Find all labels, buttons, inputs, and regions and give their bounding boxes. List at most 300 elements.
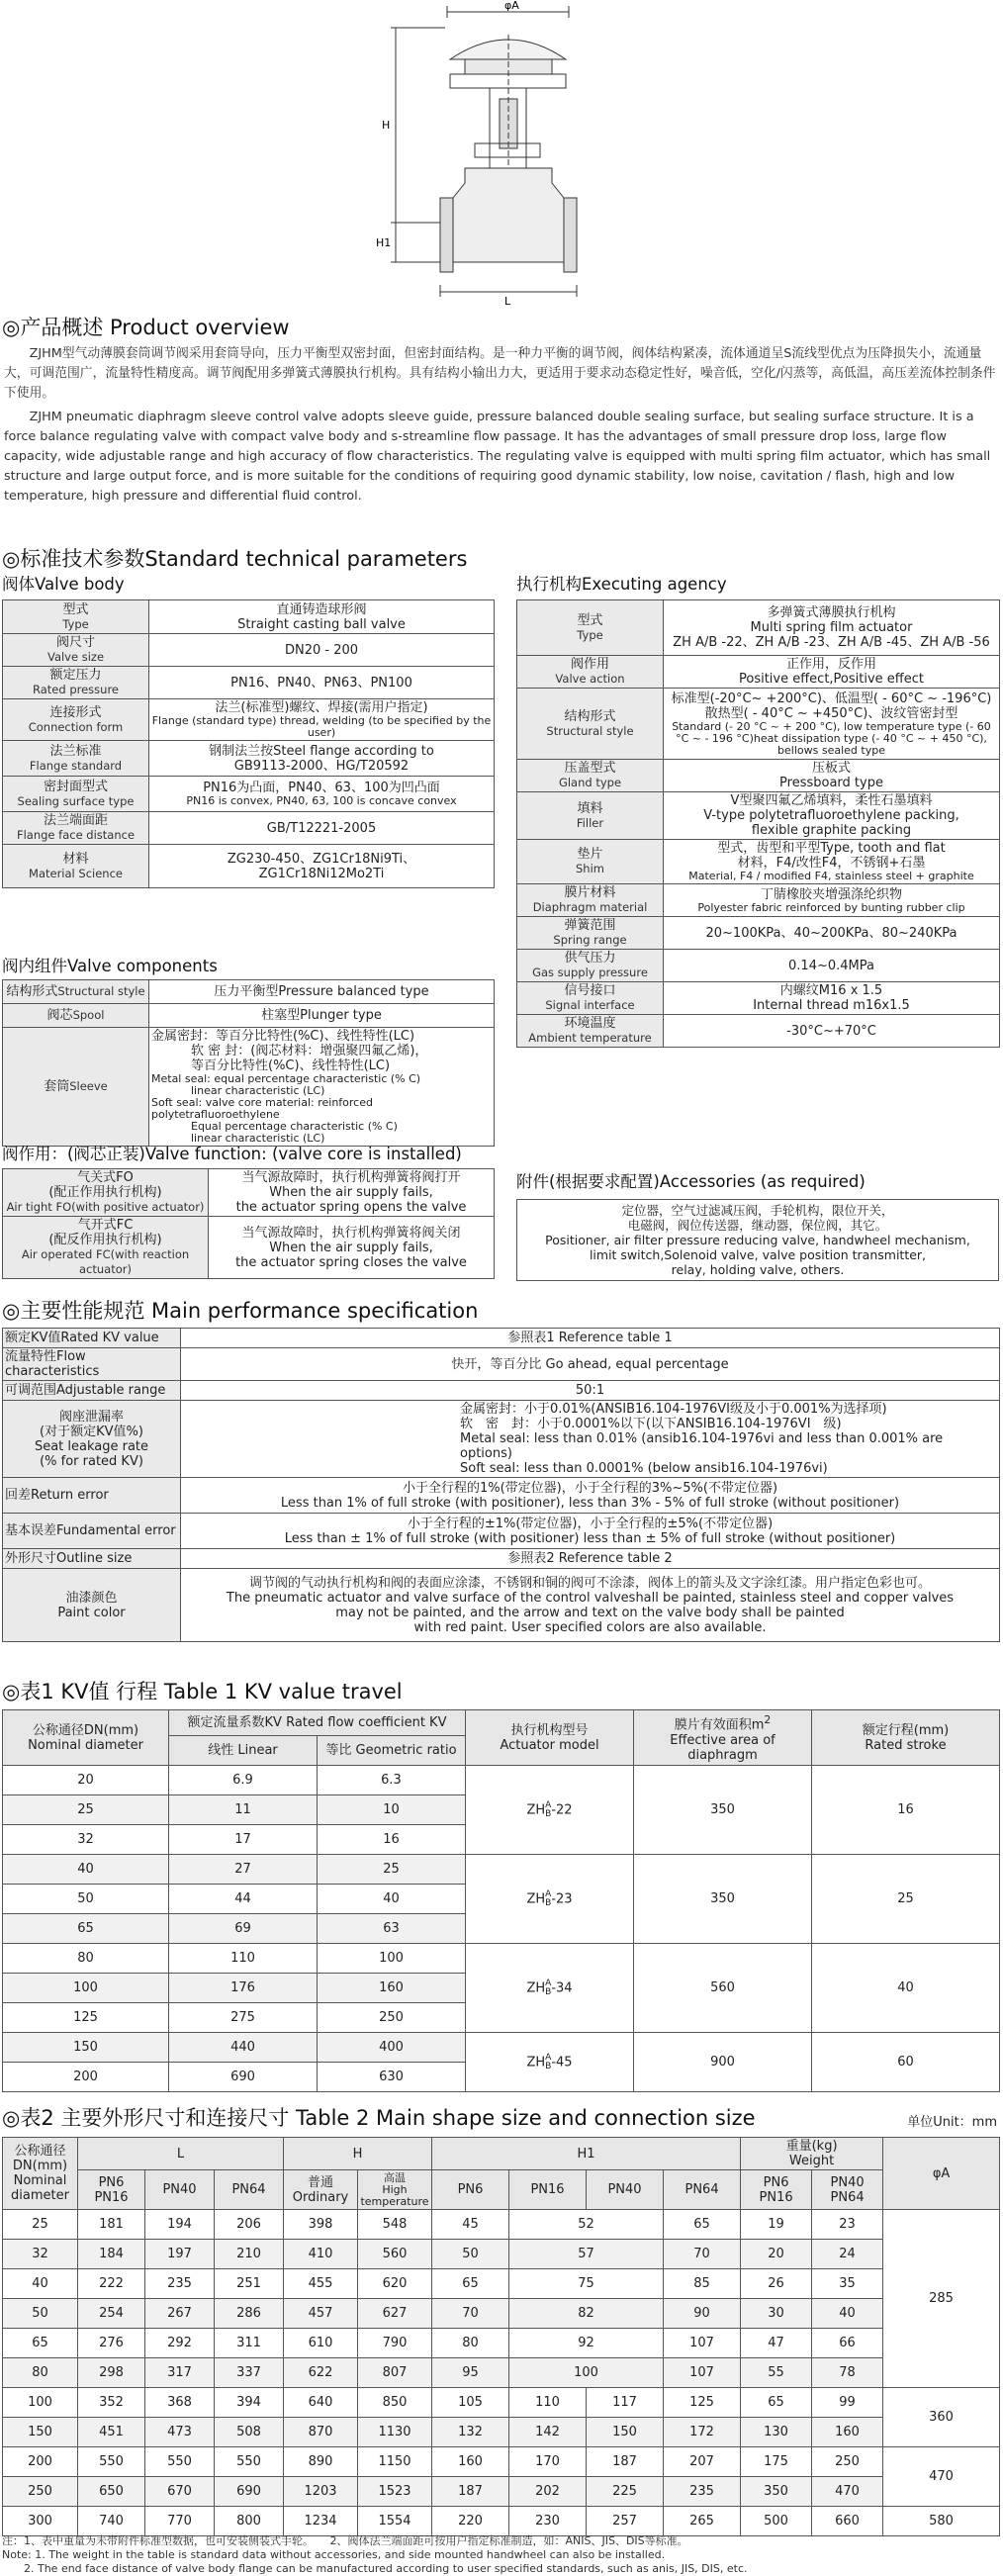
table1-cell: 63 — [318, 1914, 466, 1944]
table2-cell: 175 — [741, 2447, 812, 2477]
param-value-line: PN16为凸面，PN40、63、100为凹凸面 — [203, 781, 440, 795]
valve-function-row — [3, 1217, 495, 1279]
valve-function-row — [3, 1169, 495, 1217]
table1-cell: 250 — [318, 2003, 466, 2033]
ordinary-header-line: 普通 — [308, 2174, 334, 2190]
param-label-en: Sealing surface type — [17, 793, 135, 808]
pn40-header — [145, 2170, 215, 2210]
note-line: 2. The end face distance of valve body flange can be manufactured according to user specified standards, such as anis, JIS, DIS, etc. — [2, 2562, 748, 2575]
param-value-line: 内螺纹M16 x 1.5 — [779, 983, 883, 998]
executing-agency-table — [516, 599, 1000, 1048]
performance-row — [3, 1549, 1000, 1569]
performance-label-line: 基本误差Fundamental error — [5, 1523, 176, 1538]
table2-cell: 85 — [664, 2269, 741, 2299]
table2-cell: 470 — [812, 2477, 883, 2507]
performance-label-line: 阀座泄漏率 — [58, 1409, 124, 1425]
param-label — [3, 667, 149, 699]
h1-pn16-40-cell: 57 — [509, 2240, 664, 2269]
table2-cell: 55 — [741, 2358, 812, 2388]
table1-cell: 40 — [318, 1885, 466, 1914]
param-value — [149, 667, 495, 699]
param-label — [3, 1028, 149, 1147]
table2-cell: 620 — [358, 2269, 432, 2299]
param-value-line: Straight casting ball valve — [237, 616, 406, 632]
param-label — [517, 656, 664, 689]
table1-row — [3, 1855, 1000, 1885]
function-value-line: the actuator spring opens the valve — [235, 1200, 467, 1215]
param-value-line: 多弹簧式薄膜执行机构 — [767, 605, 896, 620]
phi-cell: 580 — [883, 2507, 1000, 2536]
performance-value-line: 软 密 封：小于0.0001%以下(以下ANSIB16.104-1976VI 级) — [460, 1417, 842, 1431]
valve-component-row — [3, 1004, 495, 1028]
dn-header — [3, 2138, 78, 2210]
table2-cell: 19 — [741, 2210, 812, 2240]
valve-body-row — [3, 845, 495, 888]
table1-cell: 200 — [3, 2063, 169, 2092]
param-value — [149, 634, 495, 667]
performance-table — [2, 1328, 1000, 1642]
table2-cell: 26 — [741, 2269, 812, 2299]
performance-label-line: (% for rated KV) — [40, 1453, 143, 1469]
param-label-en: Flange standard — [29, 758, 123, 773]
param-value-line: flexible graphite packing — [751, 823, 912, 838]
param-label-cn: 供气压力 — [564, 951, 616, 966]
table2-cell: 194 — [145, 2210, 215, 2240]
performance-row — [3, 1478, 1000, 1514]
executing-agency-row — [517, 656, 1000, 689]
param-value-line: 散热型( - 40°C ~ +450°C)、波纹管密封型 — [704, 705, 958, 721]
table2-cell: 550 — [215, 2447, 284, 2477]
param-label-cn: 环境温度 — [564, 1016, 616, 1031]
param-label-en: Type — [62, 616, 89, 631]
weight-pn40-64-header — [812, 2170, 883, 2210]
param-label-cn: 阀作用 — [570, 657, 609, 672]
high-temp-header-line: High — [382, 2182, 408, 2196]
table2-cell: 257 — [587, 2507, 664, 2536]
param-label — [3, 980, 149, 1004]
param-value-line: 材料，F4/改性F4，不锈钢+石墨 — [737, 856, 926, 871]
table2-cell: 187 — [432, 2477, 509, 2507]
overview-section — [0, 315, 1003, 506]
param-value-line: -30°C~+70°C — [786, 1023, 876, 1039]
param-value-line: 直通铸造球形阀 — [276, 601, 367, 617]
actuator-model-cell — [466, 1944, 634, 2033]
table2-row — [3, 2477, 1000, 2507]
valve-body-row — [3, 699, 495, 741]
param-value — [664, 656, 1000, 689]
area-cell: 560 — [634, 1944, 812, 2033]
pn64-header — [215, 2170, 284, 2210]
param-label — [517, 950, 664, 982]
h1-label: H1 — [376, 236, 392, 249]
param-value-line: Internal thread m16x1.5 — [753, 998, 910, 1013]
param-value-line: V-type polytetrafluoroethylene packing, — [703, 808, 959, 823]
table1-cell: 6.3 — [318, 1766, 466, 1795]
table2-cell: 95 — [432, 2358, 509, 2388]
valve-body-row — [3, 812, 495, 845]
param-value — [149, 777, 495, 812]
table2-cell: 235 — [664, 2477, 741, 2507]
table2-row — [3, 2269, 1000, 2299]
table1-cell: 6.9 — [169, 1766, 318, 1795]
linear-header: 线性 Linear — [169, 1736, 318, 1766]
param-label — [517, 917, 664, 950]
param-value-line: 法兰(标准型)螺纹、焊接(需用户指定) — [215, 700, 428, 715]
accessories-box — [516, 1199, 999, 1281]
table2-cell: 610 — [284, 2329, 358, 2358]
performance-label-line: 额定KV值Rated KV value — [5, 1331, 159, 1345]
performance-label — [3, 1514, 181, 1549]
param-label-cn: 结构形式 — [6, 984, 58, 999]
performance-value-line: Metal seal: less than 0.01% (ansib16.104-1976vi and less than 0.001% are options) — [460, 1431, 944, 1461]
area-sup: 2 — [764, 1713, 772, 1727]
actuator-header — [466, 1710, 634, 1766]
table1-cell: 100 — [3, 1974, 169, 2003]
performance-value-line: 调节阀的气动执行机构和阀的表面应涂漆，不锈钢和铜的阀可不涂漆，阀体上的箭头及文字涂红漆。用户指定色彩也可。 — [248, 1575, 931, 1591]
param-value-line: Multi spring film actuator — [750, 620, 913, 635]
param-value — [664, 840, 1000, 884]
performance-row — [3, 1401, 1000, 1478]
param-value-line: ZG230-450、ZG1Cr18Ni9Ti、 — [227, 851, 416, 867]
table2-cell: 350 — [741, 2477, 812, 2507]
valve-component-row — [3, 980, 495, 1004]
performance-value — [181, 1348, 1000, 1381]
pn40-header-line: PN40 — [162, 2182, 197, 2197]
valve-body-row — [3, 634, 495, 667]
valve-body-row — [3, 777, 495, 812]
l-header — [78, 2138, 284, 2170]
table2-cell: 1523 — [358, 2477, 432, 2507]
param-value — [149, 741, 495, 777]
table2-cell: 210 — [215, 2240, 284, 2269]
table2-row — [3, 2358, 1000, 2388]
dn-cell: 150 — [3, 2418, 78, 2447]
performance-row — [3, 1348, 1000, 1381]
actuator-model-ab: A B — [545, 1799, 552, 1819]
table2-cell: 80 — [432, 2329, 509, 2358]
param-label-cn: 材料 — [62, 851, 89, 867]
table2-cell: 1234 — [284, 2507, 358, 2536]
dn-cell: 80 — [3, 2358, 78, 2388]
pn64-header — [664, 2170, 741, 2210]
function-label — [3, 1169, 209, 1217]
table2-row — [3, 2299, 1000, 2329]
table2-cell: 473 — [145, 2418, 215, 2447]
performance-value-line: The pneumatic actuator and valve surface of the control valveshall be painted, stainless steel and copper valves — [226, 1590, 955, 1606]
dn-cell: 40 — [3, 2269, 78, 2299]
table1-cell: 17 — [169, 1825, 318, 1855]
table2-cell: 265 — [664, 2507, 741, 2536]
function-value — [209, 1169, 495, 1217]
stroke-header — [812, 1710, 1000, 1766]
table2-cell: 181 — [78, 2210, 145, 2240]
h1-pn16-40-cell: 100 — [509, 2358, 664, 2388]
table2-cell: 160 — [812, 2418, 883, 2447]
valve-body-row — [3, 600, 495, 634]
table2-cell: 500 — [741, 2507, 812, 2536]
executing-agency-row — [517, 1015, 1000, 1048]
param-value-line: Polyester fabric reinforced by bunting rubber clip — [697, 900, 965, 914]
table2-section — [0, 2105, 1003, 2131]
table2-cell: 206 — [215, 2210, 284, 2240]
param-value-line: Flange (standard type) thread, welding (to be specified by the user) — [151, 714, 492, 739]
pn6-header-line: PN6 — [457, 2182, 484, 2197]
table2-heading: ◎表2 主要外形尺寸和连接尺寸 Table 2 Main shape size and connection size — [2, 2106, 756, 2130]
table2-cell: 1130 — [358, 2418, 432, 2447]
table2-cell: 770 — [145, 2507, 215, 2536]
param-value — [664, 689, 1000, 760]
param-label-cn: 信号接口 — [564, 983, 616, 998]
param-value — [664, 600, 1000, 656]
phi-cell: 285 — [883, 2210, 1000, 2388]
table2-cell: 90 — [664, 2299, 741, 2329]
table2-cell: 690 — [215, 2477, 284, 2507]
phi-cell: 470 — [883, 2447, 1000, 2507]
table1-cell: 100 — [318, 1944, 466, 1974]
performance-label — [3, 1381, 181, 1401]
table2-cell: 550 — [145, 2447, 215, 2477]
param-value-line: 等百分比特性(%C)、线性特性(LC) — [191, 1058, 391, 1073]
table1-cell: 690 — [169, 2063, 318, 2092]
table1-cell: 160 — [318, 1974, 466, 2003]
table1-header-row — [3, 1710, 1000, 1736]
h1-pn16-40-cell: 52 — [509, 2210, 664, 2240]
param-value-line: Pressboard type — [779, 776, 883, 790]
param-label — [517, 689, 664, 760]
table2-cell: 807 — [358, 2358, 432, 2388]
param-value-line: GB9113-2000、HG/T20592 — [233, 758, 410, 774]
valve-body-title: 阀体Valve body — [2, 575, 125, 594]
param-label — [3, 1004, 149, 1028]
table1-section — [0, 1679, 1003, 1704]
executing-agency-row — [517, 840, 1000, 884]
performance-label — [3, 1549, 181, 1569]
perf-heading: ◎主要性能规范 Main performance specification — [2, 1299, 479, 1323]
table2-cell: 207 — [664, 2447, 741, 2477]
table1-row — [3, 1766, 1000, 1795]
table2-cell: 622 — [284, 2358, 358, 2388]
param-label-en: Structural style — [57, 984, 145, 998]
performance-value-line: Less than ± 1% of full stroke (with positioner) less than ± 5% of full stroke (without positioner) — [284, 1530, 896, 1546]
table2-cell: 337 — [215, 2358, 284, 2388]
pn64-header-line: PN64 — [231, 2182, 266, 2197]
actuator-model-ab: A B — [545, 1888, 552, 1908]
valve-body-table — [2, 599, 495, 888]
actuator-model-suffix: -34 — [551, 1980, 573, 1995]
performance-row — [3, 1381, 1000, 1401]
table2-cell: 368 — [145, 2388, 215, 2418]
function-value-line: 当气源故障时，执行机构弹簧将阀关闭 — [241, 1225, 461, 1241]
param-value-line: 标准型(-20°C~ +200°C)、低温型( - 60°C ~ -196°C) — [671, 690, 992, 706]
param-value-line: 钢制法兰按Steel flange according to — [209, 743, 434, 759]
param-label-en: Ambient temperature — [528, 1031, 652, 1045]
param-value: 压力平衡型Pressure balanced type — [149, 980, 495, 1004]
param-value-line: Equal percentage characteristic (% C) — [191, 1120, 398, 1133]
table2-cell: 230 — [509, 2507, 587, 2536]
table2-notes — [2, 2534, 999, 2576]
table2-cell: 890 — [284, 2447, 358, 2477]
param-label-cn: 阀芯 — [46, 1008, 73, 1023]
performance-label — [3, 1329, 181, 1348]
param-label-en: Gland type — [558, 776, 622, 789]
dn-cell: 250 — [3, 2477, 78, 2507]
param-value — [664, 760, 1000, 792]
table1-cell: 40 — [3, 1855, 169, 1885]
actuator-header-en: Actuator model — [500, 1737, 599, 1753]
performance-value — [181, 1381, 1000, 1401]
table2-cell: 627 — [358, 2299, 432, 2329]
table1-cell: 150 — [3, 2033, 169, 2063]
table2-cell: 640 — [284, 2388, 358, 2418]
accessories-line: 电磁阀，阀位传送器，继动器，保位阀，其它。 — [627, 1218, 888, 1233]
param-label-en: Gas supply pressure — [532, 966, 648, 979]
pn40-header-line: PN40 — [607, 2182, 642, 2197]
table2-cell: 550 — [78, 2447, 145, 2477]
kv-table — [2, 1709, 1000, 2092]
phi-header-line: φA — [932, 2165, 951, 2181]
table2-row — [3, 2210, 1000, 2240]
param-value-line: PN16、PN40、PN63、PN100 — [230, 675, 412, 690]
dn-header — [3, 1710, 169, 1766]
actuator-model-prefix: ZH — [526, 1891, 546, 1906]
table2-row — [3, 2240, 1000, 2269]
table2-cell: 457 — [284, 2299, 358, 2329]
param-value — [149, 600, 495, 634]
param-label-en: Spring range — [553, 933, 627, 947]
param-value-line: ZH A/B -22、ZH A/B -23、ZH A/B -45、ZH A/B -56 — [673, 635, 990, 650]
performance-value-line: 金属密封：小于0.01%(ANSIB16.104-1976VI级及小于0.001%为选择项) — [460, 1402, 887, 1417]
table2-cell: 398 — [284, 2210, 358, 2240]
geo-header: 等比 Geometric ratio — [318, 1736, 466, 1766]
dn-header-line: diameter — [11, 2188, 69, 2203]
table1-cell: 630 — [318, 2063, 466, 2092]
table2-cell: 548 — [358, 2210, 432, 2240]
area-cell: 900 — [634, 2033, 812, 2092]
param-label — [3, 777, 149, 812]
table2-cell: 298 — [78, 2358, 145, 2388]
table2-cell: 394 — [215, 2388, 284, 2418]
pn40-header — [587, 2170, 664, 2210]
table2-cell: 267 — [145, 2299, 215, 2329]
performance-value-line: 快开，等百分比 Go ahead, equal percentage — [451, 1356, 729, 1372]
function-value-line: 当气源故障时，执行机构弹簧将阀打开 — [241, 1170, 461, 1185]
param-label-cn: 填料 — [577, 800, 603, 816]
table2-cell: 66 — [812, 2329, 883, 2358]
accessories-line: relay, holding valve, others. — [671, 1262, 845, 1277]
param-value-line: linear characteristic (LC) — [191, 1132, 325, 1145]
param-label-en: Signal interface — [545, 998, 635, 1012]
dn-cell: 50 — [3, 2299, 78, 2329]
table1-cell: 176 — [169, 1974, 318, 2003]
table2-cell: 30 — [741, 2299, 812, 2329]
param-label — [3, 634, 149, 667]
performance-value — [181, 1569, 1000, 1642]
performance-value-line: 参照表2 Reference table 2 — [507, 1551, 673, 1566]
param-label — [517, 884, 664, 917]
table1-heading: ◎表1 KV值 行程 Table 1 KV value travel — [2, 1680, 403, 1703]
performance-value-line: 小于全行程的1%(带定位器)，小于全行程的3%~5%(不带定位器) — [402, 1480, 778, 1496]
param-label-en: Structural style — [546, 723, 634, 738]
table2-cell: 184 — [78, 2240, 145, 2269]
high-temp-header — [358, 2170, 432, 2210]
h1-pn16-40-cell: 75 — [509, 2269, 664, 2299]
actuator-model-suffix: -23 — [551, 1891, 573, 1906]
table2-cell: 107 — [664, 2329, 741, 2358]
h1-pn16-40-cell: 82 — [509, 2299, 664, 2329]
function-label — [3, 1217, 209, 1279]
function-label-cn2: (配反作用执行机构) — [48, 1233, 162, 1247]
weight-pn6-16-header — [741, 2170, 812, 2210]
param-label — [3, 699, 149, 741]
dn-header-en: Nominal diameter — [28, 1737, 143, 1753]
valve-drawing — [0, 0, 1003, 312]
actuator-model-ab: A B — [545, 2052, 552, 2071]
param-value-line: Positive effect,Positive effect — [738, 672, 925, 687]
param-label — [517, 600, 664, 656]
table2-row — [3, 2418, 1000, 2447]
table1-cell: 69 — [169, 1914, 318, 1944]
param-value — [149, 1028, 495, 1147]
param-label-en: Shim — [576, 862, 604, 875]
table2-cell: 670 — [145, 2477, 215, 2507]
function-label-en: Air tight FO(with positive actuator) — [6, 1200, 205, 1214]
pn6-16-header — [78, 2170, 145, 2210]
pn16-header-line: PN16 — [530, 2182, 565, 2197]
actuator-model-ab: A B — [545, 1978, 552, 1997]
param-label-en: Sleeve — [69, 1079, 108, 1093]
table2-cell: 24 — [812, 2240, 883, 2269]
table2-cell: 251 — [215, 2269, 284, 2299]
performance-row — [3, 1569, 1000, 1642]
area-header-cn: 膜片有效面积$m^2$ — [674, 1713, 772, 1733]
table2-cell: 286 — [215, 2299, 284, 2329]
actuator-model-suffix: -45 — [551, 2055, 573, 2070]
area-cell: 350 — [634, 1855, 812, 1944]
dn-cell: 300 — [3, 2507, 78, 2536]
phi-header — [883, 2138, 1000, 2210]
param-value — [149, 845, 495, 888]
table2-cell: 117 — [587, 2388, 664, 2418]
table1-row — [3, 2033, 1000, 2063]
table2-cell: 790 — [358, 2329, 432, 2358]
table2-cell: 292 — [145, 2329, 215, 2358]
table2-cell: 132 — [432, 2418, 509, 2447]
table2-cell: 170 — [509, 2447, 587, 2477]
param-label — [517, 760, 664, 792]
performance-label-line: (对于额定KV值%) — [40, 1424, 143, 1439]
table2-cell: 150 — [587, 2418, 664, 2447]
phi-a-label: φA — [504, 0, 519, 12]
table2-cell: 65 — [432, 2269, 509, 2299]
performance-value-line: Less than 1% of full stroke (with positioner), less than 3% - 5% of full stroke (without positioner) — [280, 1495, 900, 1511]
param-value — [664, 982, 1000, 1015]
dn-header-line: Nominal — [13, 2173, 67, 2188]
actuator-model-cell — [466, 1766, 634, 1855]
dn-cell: 200 — [3, 2447, 78, 2477]
table2-cell: 20 — [741, 2240, 812, 2269]
performance-label-line: Paint color — [57, 1605, 126, 1620]
table2-cell: 225 — [587, 2477, 664, 2507]
table2-cell: 50 — [432, 2240, 509, 2269]
stroke-cell: 16 — [812, 1766, 1000, 1855]
param-value-line: 丁腈橡胶夹增强涤纶织物 — [760, 886, 902, 902]
param-label-cn: 压盖型式 — [564, 761, 616, 776]
executing-agency-row — [517, 792, 1000, 840]
param-value — [664, 884, 1000, 917]
table1-row — [3, 1944, 1000, 1974]
param-value-line: Material, F4 / modified F4, stainless steel + graphite — [688, 870, 974, 882]
function-value — [209, 1217, 495, 1279]
